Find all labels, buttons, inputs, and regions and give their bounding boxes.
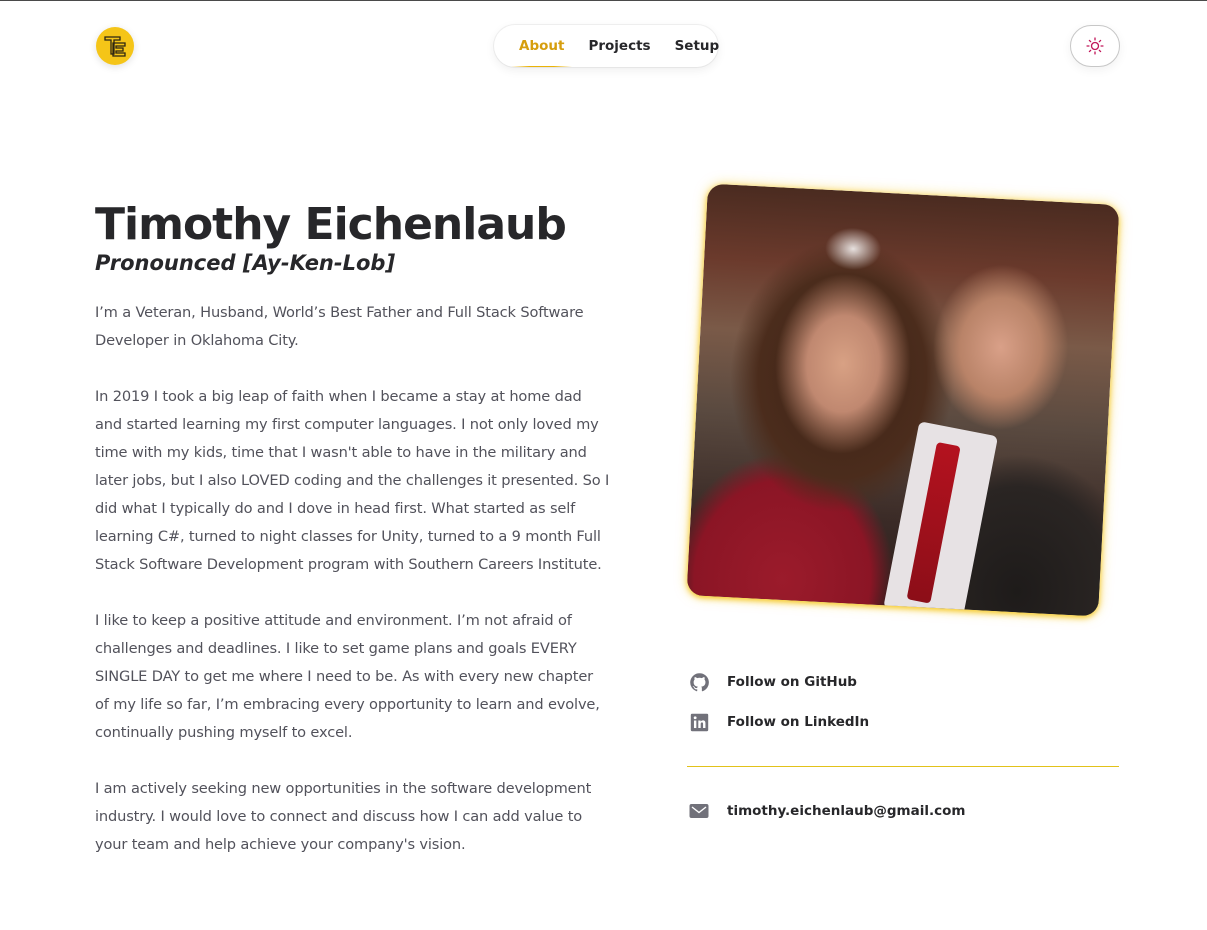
- linkedin-link-label: Follow on LinkedIn: [727, 714, 870, 730]
- email-link[interactable]: [688, 798, 965, 824]
- te-monogram-logo-icon: [101, 32, 129, 60]
- github-link-label: Follow on GitHub: [727, 674, 857, 690]
- social-links: [688, 669, 1120, 749]
- linkedin-icon: [688, 711, 710, 733]
- github-icon: [688, 671, 710, 693]
- intro-section: [95, 197, 615, 887]
- linkedin-link[interactable]: [688, 709, 1120, 735]
- mail-icon: [688, 800, 710, 822]
- nav-projects[interactable]: Projects: [588, 38, 651, 54]
- profile-photo: [687, 184, 1120, 617]
- bio-paragraph: I like to keep a positive attitude and environment. I’m not afraid of challenges and deadlines. I like to set game plans and goals EVERY SINGLE DAY to get me where I need to be. As with every new chapter of my life so far, I’m embracing every opportunity to learn and evolve, continually pushing myself to excel.: [95, 612, 600, 741]
- theme-toggle-button[interactable]: [1070, 25, 1120, 67]
- email-label: timothy.eichenlaub@gmail.com: [727, 803, 966, 819]
- nav-setup[interactable]: Setup: [674, 38, 720, 54]
- github-link[interactable]: [688, 669, 1120, 695]
- profile-photo-image: [687, 184, 1120, 617]
- bio: [95, 299, 615, 859]
- logo[interactable]: [96, 27, 134, 65]
- pronunciation: Pronounced [Ay-Ken-Lob]: [95, 251, 396, 275]
- main-nav: [494, 25, 718, 67]
- bio-paragraph: I am actively seeking new opportunities in the software development industry. I would love to connect and discuss how I can add value to your team and help achieve your company's vision.: [95, 780, 592, 853]
- sun-icon: [1085, 36, 1105, 56]
- nav-about[interactable]: About: [507, 25, 576, 67]
- bio-paragraph: I’m a Veteran, Husband, World’s Best Father and Full Stack Software Developer in Oklahoma City.: [95, 304, 584, 349]
- bio-paragraph: In 2019 I took a big leap of faith when I became a stay at home dad and started learning my first computer languages. I not only loved my time with my kids, time that I wasn't able to have in the military and later jobs, but I also LOVED coding and the challenges it presented. So I did what I typically do and I dove in head first. What started as self learning C#, turned to night classes for Unity, turned to a 9 month Full Stack Software Development program with Southern Careers Institute.: [95, 388, 610, 573]
- page-title: Timothy Eichenlaub: [95, 199, 566, 250]
- divider: [687, 766, 1119, 767]
